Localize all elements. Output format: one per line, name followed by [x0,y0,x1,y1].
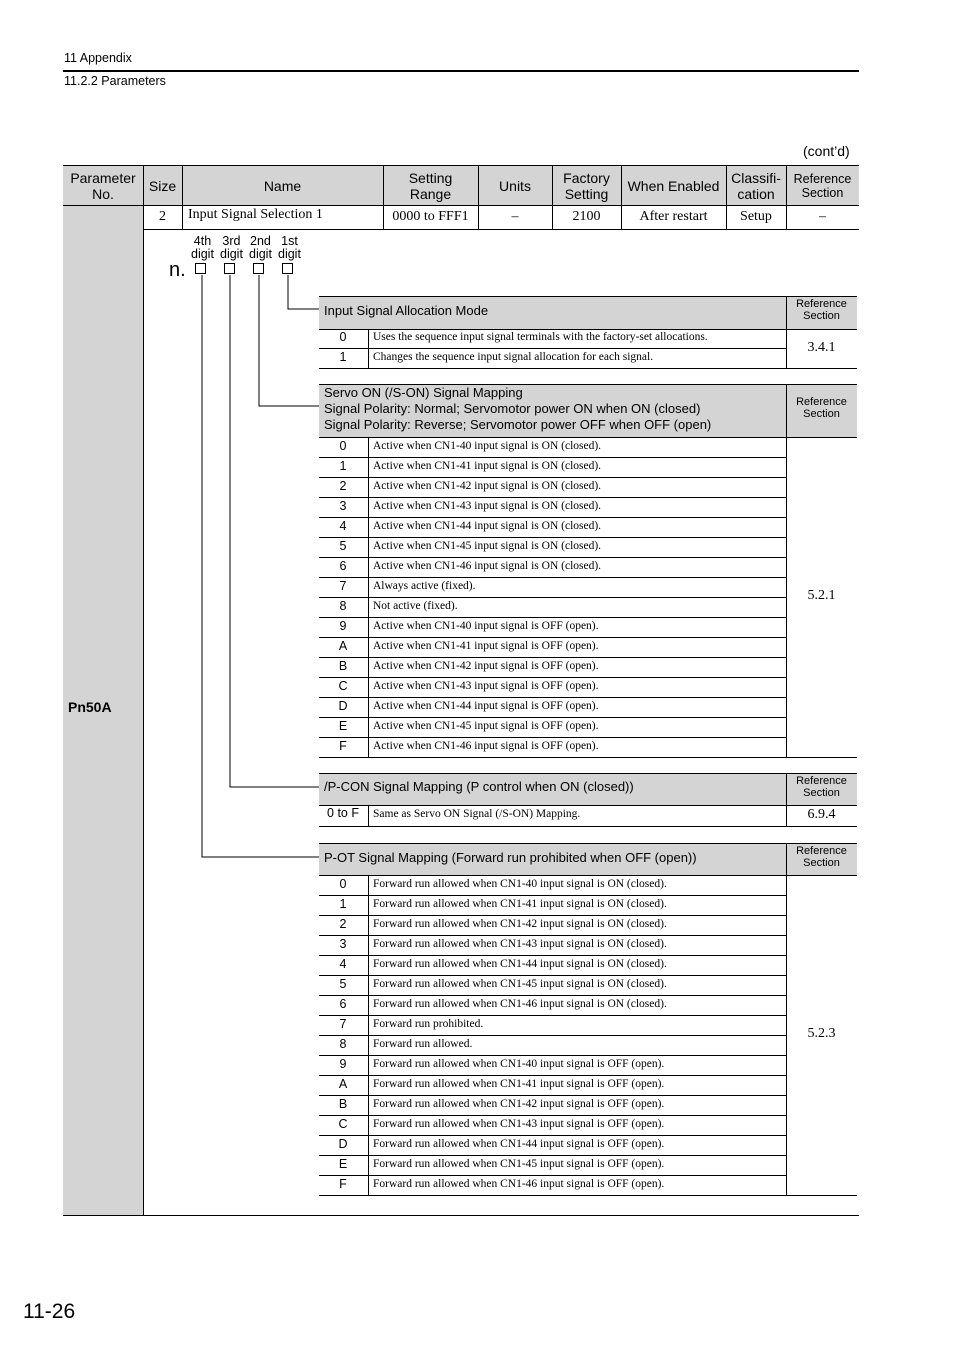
block2-ref-header-line1: Reference [796,396,847,408]
row-value: 5 [339,539,347,553]
row-desc: Forward run allowed when CN1-46 input signal is ON (closed). [373,998,667,1010]
row-desc: Forward run allowed when CN1-46 input signal is OFF (open). [373,1178,665,1190]
row-divider [319,577,786,578]
row-value: 1 [339,459,347,473]
digit-label-2nd-pos: 2nd [250,234,271,248]
block3-row-value: 0 to F [327,806,359,820]
digit-label-4th-pos: 4th [193,234,212,248]
connector-1st-digit [288,275,320,309]
row-value: C [338,1117,348,1131]
param-reference: – [819,209,826,224]
row-desc: Forward run allowed when CN1-42 input signal is OFF (open). [373,1098,665,1110]
row-desc: Forward run allowed when CN1-40 input signal is ON (closed). [373,878,667,890]
row-desc: Forward run allowed when CN1-41 input signal is OFF (open). [373,1078,665,1090]
row-desc: Active when CN1-42 input signal is ON (closed). [373,480,602,492]
row-desc: Active when CN1-43 input signal is OFF (open). [373,680,599,692]
param-setting-range: 0000 to FFF1 [392,209,469,224]
block3-reference: 6.9.4 [807,807,836,822]
row-value: 7 [339,1017,347,1031]
row-value: 3 [339,937,347,951]
block3-title: /P-CON Signal Mapping (P control when ON (closed)) [324,779,634,794]
col-header-reference-line1: Reference [793,171,852,186]
row-value: B [338,659,348,673]
row-desc: Always active (fixed). [373,580,476,592]
block4-ref-header [786,845,857,869]
col-header-name: Name [263,177,302,194]
row-desc: Forward run allowed when CN1-45 input signal is ON (closed). [373,978,667,990]
row-divider [319,597,786,598]
row-divider [319,637,786,638]
digit-label-2nd-word: digit [249,247,272,261]
block1-ref-header-line1: Reference [796,298,847,310]
row-divider [319,915,786,916]
row-desc: Active when CN1-46 input signal is OFF (open). [373,740,599,752]
row-divider [319,1135,786,1136]
row-value: 0 [339,877,347,891]
row-desc: Forward run allowed when CN1-43 input signal is OFF (open). [373,1118,665,1130]
block1-title: Input Signal Allocation Mode [324,303,489,318]
row-divider [319,457,786,458]
col-header-param-no-line1: Parameter [70,169,136,186]
param-size: 2 [159,209,166,224]
col-header-units: Units [499,177,531,194]
col-header-factory-setting-line1: Factory [563,169,610,186]
block3-ref-header [786,775,857,799]
row-desc: Not active (fixed). [373,600,458,612]
row-value: B [338,1097,348,1111]
param-number: Pn50A [68,699,112,715]
row-value: 1 [339,897,347,911]
row-desc: Forward run prohibited. [373,1018,484,1030]
row-desc: Active when CN1-45 input signal is ON (closed). [373,540,602,552]
row-desc: Active when CN1-40 input signal is ON (closed). [373,440,602,452]
row-divider [319,737,786,738]
row-value: 8 [339,1037,347,1051]
connector-2nd-digit [259,275,320,406]
block3-ref-header-line1: Reference [796,775,847,787]
row-divider [319,955,786,956]
digit-label-3rd-word: digit [220,247,243,261]
col-header-classification-line1: Classifi- [731,169,781,186]
param-units: – [511,209,519,224]
param-factory-setting: 2100 [572,209,601,224]
row-desc: Forward run allowed when CN1-44 input signal is ON (closed). [373,958,667,970]
row-value: 5 [339,977,347,991]
row-value: 9 [339,1057,347,1071]
block4-ref-header-line2: Section [803,857,840,869]
block2-ref-header-line2: Section [803,408,840,420]
block4-reference: 5.2.3 [807,1026,836,1041]
block2-title-line: Signal Polarity: Normal; Servomotor power ON when ON (closed) [324,401,701,416]
col-header-setting-range-line1: Setting [408,169,453,186]
param-name: Input Signal Selection 1 [188,207,323,222]
row-value: A [338,1077,348,1091]
row-desc: Active when CN1-43 input signal is ON (closed). [373,500,602,512]
row-desc: Forward run allowed when CN1-44 input signal is OFF (open). [373,1138,665,1150]
row-desc: Forward run allowed when CN1-42 input signal is ON (closed). [373,918,667,930]
row-desc: Forward run allowed when CN1-45 input signal is OFF (open). [373,1158,665,1170]
block2-title [324,385,711,433]
param-classification: Setup [740,209,772,224]
row-desc: Active when CN1-44 input signal is OFF (open). [373,700,599,712]
row-value: F [339,1177,347,1191]
row-desc: Active when CN1-42 input signal is OFF (open). [373,660,599,672]
block2-ref-header [786,396,857,420]
block2-title-line: Signal Polarity: Reverse; Servomotor power OFF when OFF (open) [324,417,712,432]
running-header-chapter: 11 Appendix [64,51,132,65]
row-value: 0 [339,439,347,453]
row-divider [319,1115,786,1116]
continued-label: (cont’d) [803,143,850,159]
row-value: 7 [339,579,347,593]
row-divider [319,657,786,658]
col-header-factory-setting-line2: Setting [564,185,609,202]
row-divider [319,895,786,896]
block1-ref-header [786,298,857,322]
row-divider [319,517,786,518]
row-desc: Active when CN1-44 input signal is ON (closed). [373,520,602,532]
row-value: D [338,1137,348,1151]
block1-ref-header-line2: Section [803,310,840,322]
row-divider [319,1155,786,1156]
block3-row-desc: Same as Servo ON Signal (/S-ON) Mapping. [373,808,581,820]
row-divider [319,477,786,478]
row-desc: Forward run allowed. [373,1038,473,1050]
block1-row-desc: Changes the sequence input signal allocation for each signal. [373,351,654,363]
row-divider [319,1015,786,1016]
block2-reference: 5.2.1 [807,588,836,603]
row-divider [319,1095,786,1096]
row-value: 9 [339,619,347,633]
row-divider [319,617,786,618]
row-value: 2 [339,917,347,931]
col-header-when-enabled: When Enabled [627,177,720,194]
col-header-reference-line2: Section [801,185,844,200]
row-divider [319,537,786,538]
row-divider [319,1175,786,1176]
row-divider [319,995,786,996]
row-value: 6 [339,559,347,573]
block3-ref-header-line2: Section [803,787,840,799]
block4-ref-header-line1: Reference [796,845,847,857]
col-header-size: Size [148,177,177,194]
row-value: E [338,719,348,733]
row-value: C [338,679,348,693]
row-desc: Active when CN1-41 input signal is OFF (open). [373,640,599,652]
row-desc: Active when CN1-45 input signal is OFF (open). [373,720,599,732]
digit-label-1st-word: digit [278,247,301,261]
page-number: 11-26 [23,1300,76,1323]
row-value: A [338,639,348,653]
block1-row-value: 0 [339,330,347,344]
digit-label-3rd-pos: 3rd [222,234,241,248]
block1-reference: 3.4.1 [807,340,836,355]
param-when-enabled: After restart [639,209,708,224]
row-divider [319,717,786,718]
block1-row-value: 1 [339,350,347,364]
row-divider [319,677,786,678]
row-divider [319,1055,786,1056]
row-value: E [338,1157,348,1171]
row-value: 4 [339,957,347,971]
row-value: 3 [339,499,347,513]
col-header-classification-line2: cation [737,185,775,202]
row-desc: Active when CN1-41 input signal is ON (closed). [373,460,602,472]
row-divider [319,497,786,498]
row-value: 8 [339,599,347,613]
row-divider [319,935,786,936]
col-header-param-no-line2: No. [92,185,114,202]
row-divider [319,557,786,558]
block2-title-line: Servo ON (/S-ON) Signal Mapping [324,385,523,400]
row-desc: Forward run allowed when CN1-40 input signal is OFF (open). [373,1058,665,1070]
row-value: 4 [339,519,347,533]
row-divider [319,975,786,976]
block1-row-desc: Uses the sequence input signal terminals with the factory-set allocations. [373,331,708,343]
row-desc: Forward run allowed when CN1-43 input signal is ON (closed). [373,938,667,950]
row-value: 2 [339,479,347,493]
row-divider [319,697,786,698]
digit-prefix: n. [169,259,186,281]
digit-label-1st-pos: 1st [281,234,298,248]
row-value: F [339,739,347,753]
row-desc: Active when CN1-46 input signal is ON (closed). [373,560,602,572]
row-desc: Forward run allowed when CN1-41 input signal is ON (closed). [373,898,667,910]
col-header-setting-range-line2: Range [409,185,452,202]
block4-title: P-OT Signal Mapping (Forward run prohibited when OFF (open)) [324,850,697,865]
row-divider [319,1035,786,1036]
connector-4th-digit [202,275,320,857]
row-value: D [338,699,348,713]
row-divider [319,1075,786,1076]
running-header-section: 11.2.2 Parameters [64,74,166,88]
connector-3rd-digit [230,275,320,787]
row-desc: Active when CN1-40 input signal is OFF (open). [373,620,599,632]
row-value: 6 [339,997,347,1011]
digit-label-4th-word: digit [191,247,214,261]
